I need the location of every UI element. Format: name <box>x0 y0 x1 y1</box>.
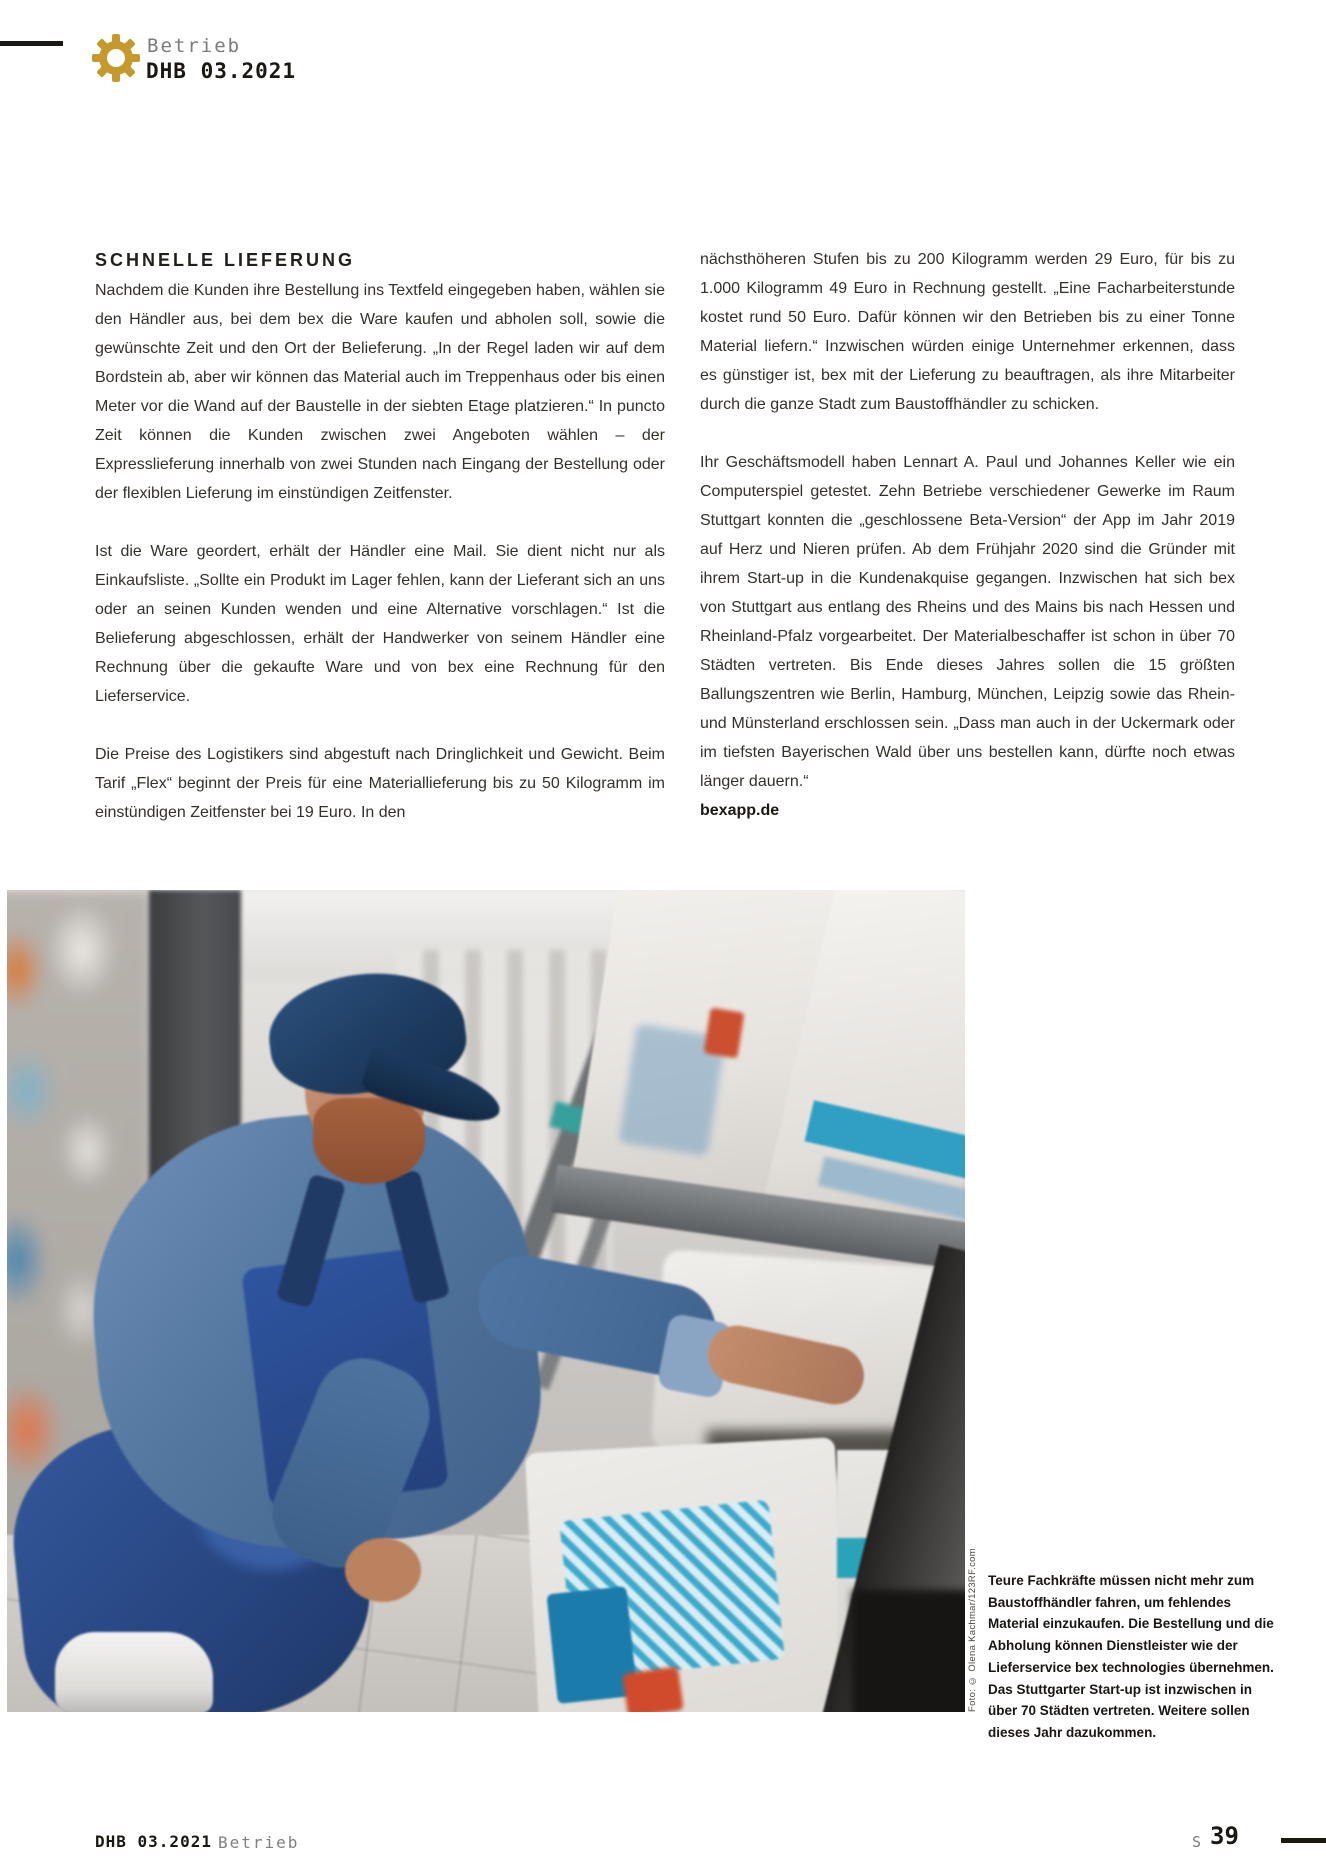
paragraph: Nachdem die Kunden ihre Bestellung ins Textfeld eingegeben haben, wählen sie den Händler aus, bei dem bex die Ware kaufen und abholen soll, sowie die gewünschte Zeit und den Ort der Belieferung. „In der Regel laden wir auf dem Bordstein ab, aber wir können das Material auch im Treppenhaus oder bis einen Meter vor die Wand auf der Baustelle in der siebten Etage platzieren.“ In puncto Zeit können die Kunden zwischen zwei Angeboten wählen – der Expresslieferung innerhalb von zwei Stunden nach Eingang der Bestellung oder der flexiblen Lieferung im einstündigen Zeitfenster. <box>95 282 665 502</box>
photo-credit: Foto: © Olena Kachmar/123RF.com <box>967 1548 978 1712</box>
paragraph: Die Preise des Logistikers sind abgestuft nach Dringlichkeit und Gewicht. Beim Tarif „Flex“ beginnt der Preis für eine Materiallieferung bis zu 50 Kilogramm im einstündigen Zeitfenster bei 19 Euro. In den <box>95 746 665 821</box>
header-issue-label: DHB 03.2021 <box>146 59 297 83</box>
photo-top-bag-red-patch <box>704 1008 745 1059</box>
photo-worker-beard <box>313 1098 425 1184</box>
photo-caption: Teure Fachkräfte müssen nicht mehr zum Baustoffhändler fahren, um fehlendes Material einzukaufen. Die Bestellung und die Abholung können Dienstleister wie der Lieferservice bex technologies übernehmen. Das Stuttgarter Start-up ist inzwischen in über 70 Städten vertreten. Weitere sollen dieses Jahr dazukommen. <box>988 1573 1274 1740</box>
footer-issue-label: DHB 03.2021 <box>95 1832 212 1851</box>
footer-page-number: 39 <box>1210 1822 1239 1850</box>
photo-front-bag-red-patch <box>622 1666 684 1712</box>
photo-dark-corner <box>852 1590 965 1712</box>
article-photo <box>7 890 965 1712</box>
footer-rule <box>1281 1838 1326 1843</box>
article-column-left <box>95 247 665 827</box>
footer-section-label: Betrieb <box>218 1833 300 1852</box>
header-section-label: Betrieb <box>147 35 242 57</box>
header-rule <box>0 41 63 46</box>
photo-worker-left-hand <box>345 1538 421 1602</box>
paragraph: Ist die Ware geordert, erhält der Händler eine Mail. Sie dient nicht nur als Einkaufsliste. „Sollte ein Produkt im Lager fehlen, kann der Lieferant sich an uns oder an seinen Kunden wenden und eine Alternative vorschlagen.“ Ist die Belieferung abgeschlossen, erhält der Handwerker von seinem Händler eine Rechnung über die gekaufte Ware und von bex eine Rechnung für den Lieferservice. <box>95 543 665 705</box>
gear-icon <box>92 31 140 85</box>
paragraph: Ihr Geschäftsmodell haben Lennart A. Paul und Johannes Keller wie ein Computerspiel getestet. Zehn Betriebe verschiedener Gewerke im Raum Stuttgart konnten die „geschlossene Beta-Version“ der App im Jahr 2019 auf Herz und Nieren prüfen. Ab dem Frühjahr 2020 sind die Gründer mit ihrem Start-up in die Kundenakquise gegangen. Inzwischen hat sich bex von Stuttgart aus entlang des Rheins und des Mains bis nach Hessen und Rheinland-Pfalz vorgearbeitet. Der Materialbeschaffer ist schon in über 70 Städten vertreten. Bis Ende dieses Jahres sollen die 15 größten Ballungszentren wie Berlin, Hamburg, München, Leipzig sowie das Rhein- und Münsterland erschlossen sein. „Dass man auch in der Uckermark oder im tiefsten Bayerischen Wald über uns bestellen kann, dürfte noch etwas länger dauern.“ <box>700 454 1235 790</box>
article-website-link: bexapp.de <box>700 802 780 819</box>
article-column-right <box>700 245 1235 825</box>
article-heading: SCHNELLE LIEFERUNG <box>95 250 356 270</box>
paragraph: nächsthöheren Stufen bis zu 200 Kilogramm werden 29 Euro, für bis zu 1.000 Kilogramm 49 Euro in Rechnung gestellt. „Eine Facharbeiterstunde kostet rund 50 Euro. Dafür können wir den Betrieben bis zu einer Tonne Material liefern.“ Inzwischen würden einige Unternehmer erkennen, dass es günstiger ist, bex mit der Lieferung zu beauftragen, als ihre Mitarbeiter durch die ganze Stadt zum Baustoffhändler zu schicken. <box>700 251 1235 413</box>
footer-page-prefix: S <box>1192 1833 1202 1851</box>
photo-worker-shoe <box>55 1632 213 1712</box>
